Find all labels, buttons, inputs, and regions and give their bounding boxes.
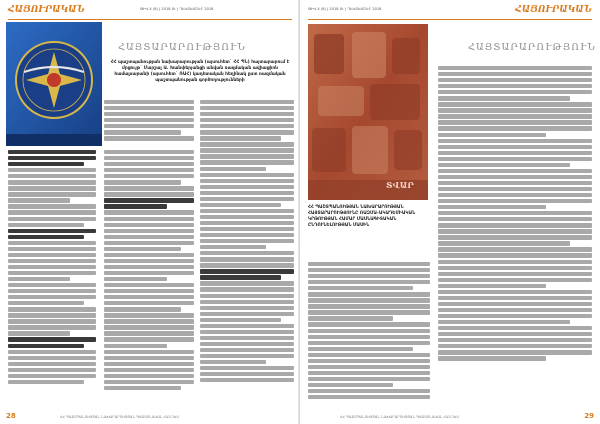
intro-heading-left: ՀՀ պաշտպանության նախարարության (այսուհետ` ՀՀ ՊՆ) հայտարարում է մրցույթ` Մարշալ Ա. Խանփերյանցի անվան ռազմական ավիացիոն համալսարանի (այսուհետ` ՌԱՀ) կադետական հեղինակ ըստ ռազմական պաշտպանության գործողությունների [110, 60, 290, 83]
intro-paragraph [8, 150, 96, 386]
intro-heading-right: ՀՀ ՊԱՇՏՊԱՆՈՒԹՅԱՆ ՆԱԽԱՐԱՐՈՒԹՅԱՆ ՀԱՅՏԱՐԱՐՈՒԹՅՈՒՆԸ ՌԱԶՄԱ-ԱԿԱԴԵՄԻԱԿԱՆ ԿՐԹՈՒԹՅԱՆ ՀԱՄԱՐ ՄԱՍՆԱԳԻՏԱԿԱՆ ԸՆԴՈՒՆԵԼՈՒԹՅԱՆ ՄԱՍԻՆ [308, 205, 416, 228]
header-info-right: ԹԻՎ 4 (8) | 2018 Թ. | ԴԵԿՏԵՄԲԵՐ 2018 [308, 7, 382, 11]
page-number-right: 29 [584, 412, 594, 420]
text-column-right [200, 100, 294, 384]
section-title-left: ՀԱՅՏԱՐԱՐՈՒԹՅՈՒՆ [118, 42, 247, 53]
logo-right: ՀԱՅՈՒՐԱԿԱՆ [515, 5, 592, 15]
header-divider-right [308, 19, 592, 20]
text-column-middle-top [104, 100, 194, 142]
emblem-photo [6, 22, 102, 146]
header-divider-left [8, 19, 292, 20]
text-column-right-left [308, 262, 430, 401]
footer-right: ՀՀ ՊԱՇՏՊԱՆՈՒԹՅԱՆ ՆԱԽԱՐԱՐՈՒԹՅԱՆ ՊԱՇՏՈՆԱԿԱՆ ՀԱՆԴԵՍ [340, 415, 459, 419]
logo-left: ՀԱՅՈՒՐԱԿԱՆ [8, 5, 85, 15]
section-title-right: ՀԱՅՏԱՐԱՐՈՒԹՅՈՒՆ [468, 42, 597, 53]
relief-inscription: ՏՎԱՐ [386, 180, 414, 190]
footer-left: ՀՀ ՊԱՇՏՊԱՆՈՒԹՅԱՆ ՆԱԽԱՐԱՐՈՒԹՅԱՆ ՊԱՇՏՈՆԱԿԱՆ ՀԱՆԴԵՍ [60, 415, 179, 419]
text-column-right-right [438, 66, 592, 362]
right-page [300, 0, 600, 424]
header-info-left: ԹԻՎ 4 (8) | 2018 Թ. | ԴԵԿՏԵՄԲԵՐ 2018 [140, 7, 214, 11]
text-column-middle [104, 150, 194, 392]
page-number-left: 28 [6, 412, 16, 420]
relief-photo [308, 24, 428, 200]
